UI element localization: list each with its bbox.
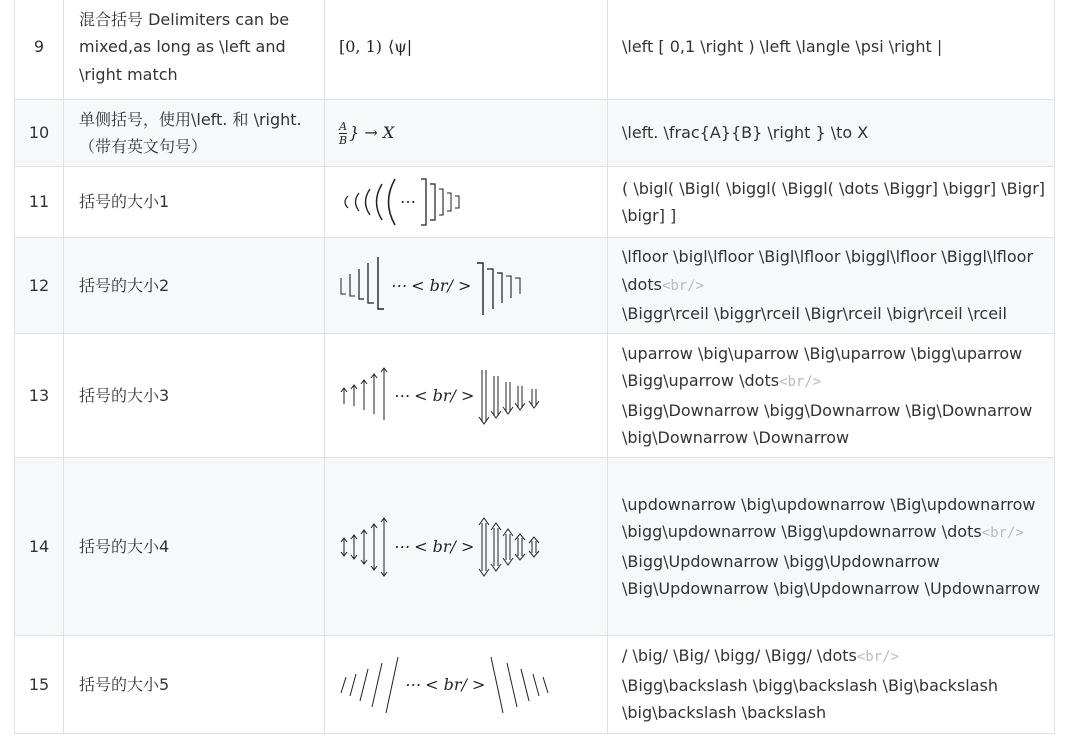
updownarrow-double-Big-icon [502, 515, 514, 579]
downarrow-double-big-icon [514, 364, 526, 428]
row-number: 13 [15, 334, 64, 458]
downarrow-double-bigg-icon [490, 364, 502, 428]
math-fraction [339, 121, 347, 146]
row-number: 9 [15, 0, 64, 100]
math-bra: ⟨ψ| [388, 37, 413, 57]
backslash-big-icon [531, 653, 541, 717]
lfloor-big-icon [348, 254, 357, 318]
br-tag: <br/> [856, 649, 900, 666]
slash-Big-icon [358, 653, 370, 717]
row-number: 15 [15, 636, 64, 734]
bracket-Bigg-icon [419, 176, 428, 228]
slash-bigg-icon [370, 653, 384, 717]
updownarrow-double-Bigg-icon [478, 515, 490, 579]
row-number: 12 [15, 238, 64, 334]
paren-Big-icon [361, 176, 372, 228]
slash-big-icon [348, 653, 358, 717]
row-description: 括号的大小3 [64, 334, 325, 458]
lfloor-normal-icon [339, 254, 348, 318]
code-line: \Bigg\backslash \bigg\backslash \Big\backslash \big\backslash \backslash [622, 675, 998, 723]
code-line: \left. \frac{A}{B} \right } \to X [622, 123, 869, 143]
lfloor-Bigg-icon [376, 254, 386, 318]
row-number: 14 [15, 458, 64, 636]
bracket-bigg-icon [428, 176, 437, 228]
latex-code [608, 167, 1055, 238]
paren-big-icon [351, 176, 361, 228]
br-tag: <br/> [779, 374, 822, 390]
math-render [325, 458, 608, 636]
bracket-big-icon [445, 176, 453, 228]
paren-Bigg-icon [384, 176, 397, 228]
latex-code [608, 458, 1055, 636]
table-row [15, 334, 1055, 458]
code-line: \Bigg\Updownarrow \bigg\Updownarrow \Big\Updownarrow \big\Updownarrow \Updownarrow [622, 551, 1041, 598]
fraction-denominator: B [339, 133, 348, 147]
math-render [325, 636, 608, 734]
rceil-Big-icon [495, 254, 504, 318]
row-description: 括号的大小4 [64, 458, 325, 636]
bracket-Big-icon [437, 176, 445, 228]
math-render [325, 334, 608, 458]
latex-code [608, 238, 1055, 334]
lfloor-bigg-icon [366, 254, 376, 318]
downarrow-double-Bigg-icon [478, 364, 490, 428]
table-row [15, 167, 1055, 238]
math-middle-text: ⋯ < br/ > [404, 674, 486, 694]
updownarrow-double-big-icon [514, 515, 526, 579]
code-line: \uparrow \big\uparrow \Big\uparrow \bigg\uparrow \Bigg\uparrow \dots [622, 343, 1023, 390]
latex-code [608, 334, 1055, 458]
updownarrow-bigg-icon [369, 515, 379, 579]
math-middle-text: ⋯ < br/ > [390, 275, 472, 295]
updownarrow-double-bigg-icon [490, 515, 502, 579]
br-tag: <br/> [981, 525, 1024, 541]
code-line: / \big/ \Big/ \bigg/ \Bigg/ \dots [622, 646, 857, 666]
row-description: 括号的大小1 [64, 167, 325, 238]
math-render [325, 167, 608, 238]
delimiter-table [14, 0, 1055, 734]
backslash-bigg-icon [505, 653, 519, 717]
code-line: \updownarrow \big\updownarrow \Big\updownarrow \bigg\updownarrow \Bigg\updownarrow \dots [622, 494, 1036, 541]
table-row [15, 458, 1055, 636]
uparrow-Big-icon [359, 364, 369, 428]
math-arrow-expression: } → X [349, 123, 395, 143]
table-row [15, 0, 1055, 100]
rceil-bigg-icon [485, 254, 495, 318]
downarrow-double-Big-icon [502, 364, 514, 428]
math-render [325, 238, 608, 334]
math-interval: [0, 1) [339, 37, 383, 57]
updownarrow-big-icon [349, 515, 359, 579]
latex-code [608, 636, 1055, 734]
br-tag: <br/> [661, 277, 705, 294]
math-middle-text: ⋯ < br/ > [393, 385, 475, 405]
math-render [325, 0, 608, 100]
bracket-normal-icon [453, 176, 461, 228]
latex-code [608, 100, 1055, 167]
fraction-numerator: A [339, 119, 348, 133]
row-description: 单侧括号，使用\left. 和 \right.（带有英文句号） [64, 100, 325, 167]
rceil-Bigg-icon [475, 254, 485, 318]
code-line: \left [ 0,1 \right ) \left \langle \psi \right | [622, 37, 943, 57]
lfloor-Big-icon [357, 254, 366, 318]
table-row [15, 238, 1055, 334]
rceil-big-icon [504, 254, 513, 318]
updownarrow-double-normal-icon [526, 515, 540, 579]
backslash-Big-icon [519, 653, 531, 717]
math-middle-text: ⋯ < br/ > [393, 536, 475, 556]
downarrow-double-normal-icon [526, 364, 540, 428]
backslash-Bigg-icon [489, 653, 505, 717]
row-description: 混合括号 Delimiters can be mixed,as long as \left and \right match [64, 0, 325, 100]
code-line: \Bigg\Downarrow \bigg\Downarrow \Big\Downarrow \big\Downarrow \Downarrow [622, 400, 1033, 447]
math-render [325, 100, 608, 167]
row-description: 括号的大小2 [64, 238, 325, 334]
row-number: 10 [15, 100, 64, 167]
slash-normal-icon [339, 653, 348, 717]
latex-code [608, 0, 1055, 100]
backslash-normal-icon [541, 653, 550, 717]
uparrow-Bigg-icon [379, 364, 389, 428]
uparrow-big-icon [349, 364, 359, 428]
updownarrow-Bigg-icon [379, 515, 389, 579]
uparrow-normal-icon [339, 364, 349, 428]
paren-normal-icon [339, 176, 351, 228]
paren-bigg-icon [372, 176, 384, 228]
row-description: 括号的大小5 [64, 636, 325, 734]
uparrow-bigg-icon [369, 364, 379, 428]
code-line: ( \bigl( \Bigl( \biggl( \Biggl( \dots \Biggr] \biggr] \Bigr] \bigr] ] [622, 178, 1046, 225]
slash-Bigg-icon [384, 653, 400, 717]
ellipsis: ⋯ [400, 192, 416, 211]
row-number: 11 [15, 167, 64, 238]
code-line: \Biggr\rceil \biggr\rceil \Bigr\rceil \bigr\rceil \rceil [622, 304, 1007, 324]
code-line: \lfloor \bigl\lfloor \Bigl\lfloor \biggl\lfloor \Biggl\lfloor \dots [622, 247, 1034, 294]
updownarrow-normal-icon [339, 515, 349, 579]
updownarrow-Big-icon [359, 515, 369, 579]
table-row [15, 636, 1055, 734]
rceil-normal-icon [513, 254, 522, 318]
table-row [15, 100, 1055, 167]
